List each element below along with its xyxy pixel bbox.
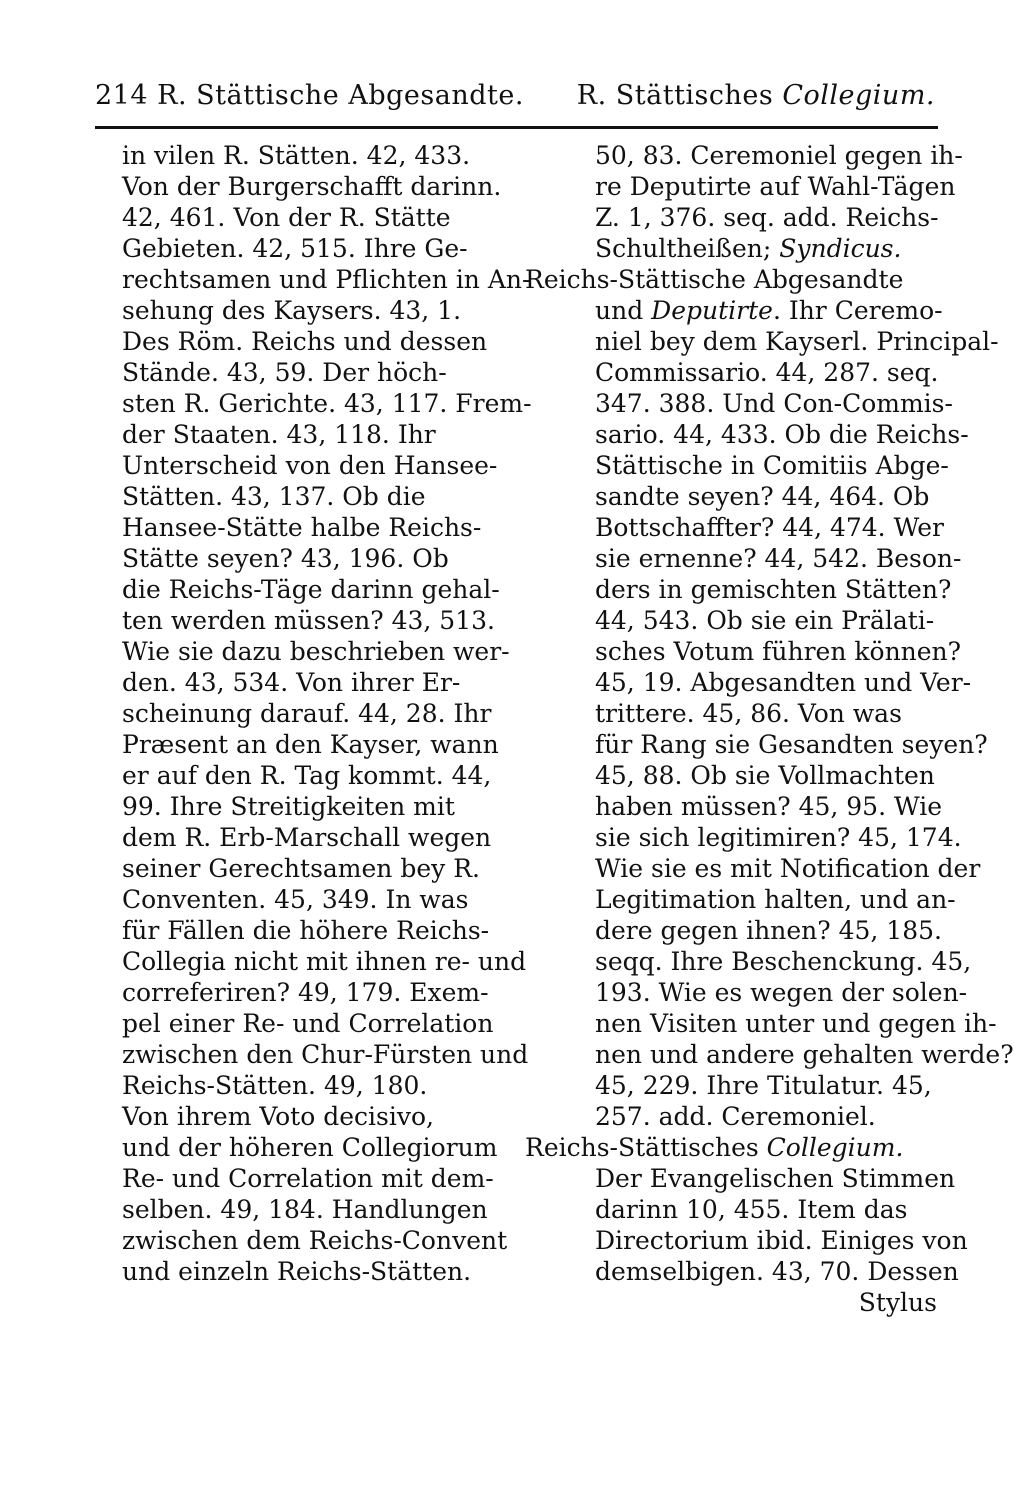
text-line: 99. Ihre Streitigkeiten mit (122, 792, 455, 821)
text-line: seiner Gerechtsamen bey R. (122, 854, 480, 883)
text-line: und einzeln Reichs-Stätten. (122, 1257, 472, 1286)
text-line: Unterscheid von den Hansee- (122, 451, 498, 480)
text-line: scheinung darauf. 44, 28. Ihr (122, 699, 492, 728)
text-line: Commissario. 44, 287. seq. (595, 358, 939, 387)
text-line: Legitimation halten, und an- (595, 885, 956, 914)
entry-continuation (555, 140, 963, 233)
text-line: die Reichs-Täge darinn gehal- (122, 575, 500, 604)
left-column (122, 140, 532, 1287)
entry-line (555, 233, 937, 264)
text-line: Stättische in Comitiis Abge- (595, 451, 949, 480)
text-run: Schultheißen; (595, 234, 780, 263)
text-line: haben müssen? 45, 95. Wie (595, 792, 943, 821)
text-line: Stätten. 43, 137. Ob die (122, 482, 426, 511)
text-line: Z. 1, 376. seq. add. Reichs- (595, 203, 939, 232)
text-line: dem R. Erb-Marschall wegen (122, 823, 492, 852)
text-line: seqq. Ihre Beschenckung. 45, (595, 947, 972, 976)
page-number: 214 (95, 80, 149, 111)
text-run: Reichs-Stättisches (525, 1133, 767, 1162)
text-line: Re- und Correlation mit dem- (122, 1164, 494, 1193)
running-head-left (95, 80, 524, 111)
text-line: darinn 10, 455. Item das (595, 1195, 908, 1224)
text-line: und der höheren Collegiorum (122, 1133, 498, 1162)
text-line: sandte seyen? 44, 464. Ob (595, 482, 930, 511)
text-line: für Fällen die höhere Reichs- (122, 916, 490, 945)
text-line: in vilen R. Stätten. 42, 433. (122, 141, 471, 170)
text-line: Bottschaffter? 44, 474. Wer (595, 513, 944, 542)
text-line: rechtsamen und Pflichten in An- (122, 265, 531, 294)
header-rule (95, 126, 938, 129)
entry-heading: Reichs-Stättische Abgesandte (525, 265, 904, 294)
entry-body (555, 1163, 968, 1287)
text-line: niel bey dem Kayserl. Principal- (595, 327, 999, 356)
running-head (95, 80, 935, 124)
text-line: Des Röm. Reichs und dessen (122, 327, 488, 356)
text-line: trittere. 45, 86. Von was (595, 699, 902, 728)
right-running-title: R. Stättisches (576, 80, 783, 111)
text-line: er auf den R. Tag kommt. 44, (122, 761, 492, 790)
text-line: 193. Wie es wegen der solen- (595, 978, 968, 1007)
entry-body (555, 326, 1014, 1132)
text-line: sten R. Gerichte. 43, 117. Frem- (122, 389, 532, 418)
text-line: nen Visiten unter und gegen ih- (595, 1009, 997, 1038)
text-line: selben. 49, 184. Handlungen (122, 1195, 488, 1224)
text-line: 44, 543. Ob sie ein Prälati- (595, 606, 935, 635)
text-line: 42, 461. Von der R. Stätte (122, 203, 451, 232)
text-line: Wie sie dazu beschrieben wer- (122, 637, 510, 666)
text-line: nen und andere gehalten werde? (595, 1040, 1014, 1069)
right-column (525, 140, 1014, 1318)
text-line: für Rang sie Gesandten seyen? (595, 730, 988, 759)
text-line: Collegia nicht mit ihnen re- und (122, 947, 527, 976)
text-line: demselbigen. 43, 70. Dessen (595, 1257, 959, 1286)
text-line: 45, 88. Ob sie Vollmachten (595, 761, 935, 790)
left-running-title: R. Stättische Abgesandte. (157, 80, 524, 111)
text-line: 45, 19. Abgesandten und Ver- (595, 668, 972, 697)
text-line: Wie sie es mit Notification der (595, 854, 981, 883)
text-line: ten werden müssen? 43, 513. (122, 606, 495, 635)
text-line: correferiren? 49, 179. Exem- (122, 978, 489, 1007)
entry-heading (525, 1132, 937, 1163)
text-line: Von der Burgerschafft darinn. (122, 172, 502, 201)
text-line: zwischen dem Reichs-Convent (122, 1226, 508, 1255)
text-line: sario. 44, 433. Ob die Reichs- (595, 420, 969, 449)
text-line: pel einer Re- und Correlation (122, 1009, 494, 1038)
text-line: zwischen den Chur-Fürsten und (122, 1040, 529, 1069)
text-line: sie sich legitimiren? 45, 174. (595, 823, 962, 852)
text-line: Conventen. 45, 349. In was (122, 885, 469, 914)
text-run: und (595, 296, 652, 325)
text-line: den. 43, 534. Von ihrer Er- (122, 668, 461, 697)
text-line: 257. add. Ceremoniel. (595, 1102, 876, 1131)
text-line: 347. 388. Und Con-Commis- (595, 389, 953, 418)
italic-run: Syndicus. (779, 234, 902, 263)
text-line: Stätte seyen? 43, 196. Ob (122, 544, 449, 573)
text-line: re Deputirte auf Wahl-Tägen (595, 172, 956, 201)
text-line: sches Votum führen können? (595, 637, 962, 666)
text-line: Von ihrem Voto decisivo, (122, 1102, 434, 1131)
text-line: der Staaten. 43, 118. Ihr (122, 420, 436, 449)
text-line: ders in gemischten Stätten? (595, 575, 952, 604)
text-line: Stände. 43, 59. Der höch- (122, 358, 447, 387)
text-line: Directorium ibid. Einiges von (595, 1226, 968, 1255)
text-line: 50, 83. Ceremoniel gegen ih- (595, 141, 963, 170)
text-line: Gebieten. 42, 515. Ihre Ge- (122, 234, 468, 263)
text-line: Der Evangelischen Stimmen (595, 1164, 956, 1193)
text-line: dere gegen ihnen? 45, 185. (595, 916, 942, 945)
catchword: Stylus (858, 1288, 937, 1317)
text-line: 45, 229. Ihre Titulatur. 45, (595, 1071, 932, 1100)
entry-line (555, 295, 943, 326)
text-line: sie ernenne? 44, 542. Beson- (595, 544, 962, 573)
text-line: Præsent an den Kayser, wann (122, 730, 499, 759)
running-head-right (577, 80, 935, 111)
text-line: Hansee-Stätte halbe Reichs- (122, 513, 482, 542)
right-running-title-italic: Collegium. (782, 80, 935, 111)
italic-run: Collegium. (766, 1133, 904, 1162)
italic-run: Deputirte (651, 296, 773, 325)
text-run: . Ihr Ceremo- (772, 296, 943, 325)
text-line: sehung des Kaysers. 43, 1. (122, 296, 462, 325)
text-line: Reichs-Stätten. 49, 180. (122, 1071, 428, 1100)
